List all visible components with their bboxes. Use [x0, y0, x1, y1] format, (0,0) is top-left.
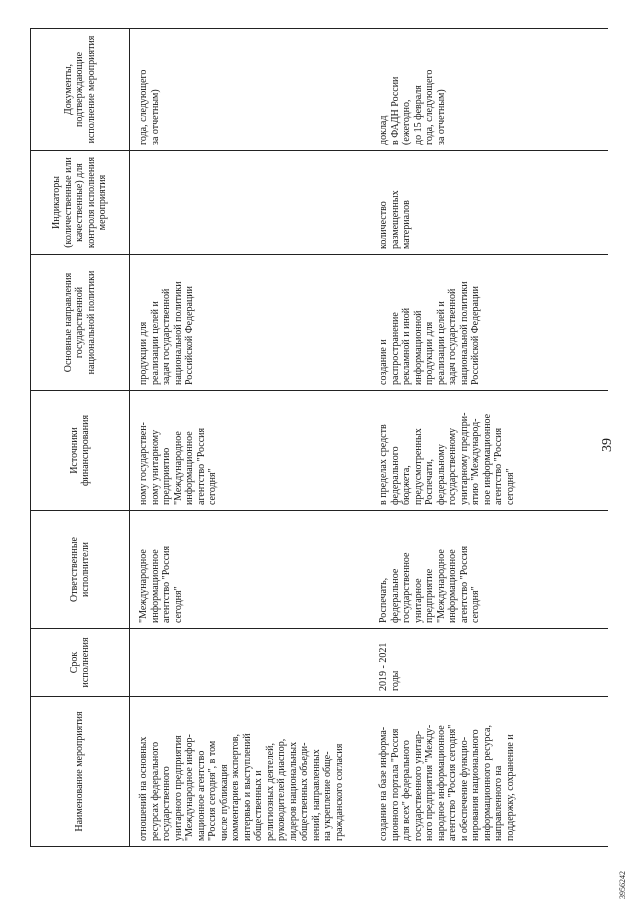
header-cell-indicators: Индикаторы (количественные или качественные) для контроля исполнения мероприятия [31, 151, 130, 255]
table-row [130, 29, 373, 847]
document-id: 3956242 [618, 871, 627, 899]
table-cell: 2019 - 2021 годы [372, 629, 608, 697]
measures-table [30, 28, 608, 847]
table-cell: доклад в ФАДН России (ежегодно, до 15 февраля года, следующего за отчетным) [372, 29, 608, 151]
table-cell [130, 629, 373, 697]
header-cell-documents: Документы, подтверждающие исполнение мероприятия [31, 29, 130, 151]
table-cell: ному государствен- ному унитарному предприятию "Международное информационное агентство "Россия сегодня" [130, 391, 373, 511]
header-row [31, 29, 130, 847]
table-cell: в пределах средств федерального бюджета, предусмотренных Роспечати, федеральному государственному унитарному предпри- ятию "Международ- ное информационное агентство "Россия сегодня" [372, 391, 608, 511]
table-cell: Роспечать, федеральное государственное унитарное предприятие "Международное информационное агентство "Россия сегодня" [372, 511, 608, 629]
header-cell-name: Наименование мероприятия [31, 697, 130, 847]
table-row [372, 29, 608, 847]
table-cell: "Международное информационное агентство "Россия сегодня" [130, 511, 373, 629]
table-cell: создание и распространение рекламной и иной информационной продукции для реализации целей и задач государственной национальной политики Российской Федерации [372, 255, 608, 391]
table-cell: продукции для реализации целей и задач государственной национальной политики Российской Федерации [130, 255, 373, 391]
table-cell: создание на базе информа- ционного портала "Россия для всех" федерального государственного унитар- ного предприятия "Между- народное информационное агентство "Россия сегодня" и обеспечение функцио- нирования национального информационного ресурса, направленного на поддержку, сохранение и [372, 697, 608, 847]
header-cell-term: Срок исполнения [31, 629, 130, 697]
table-cell: отношений на основных ресурсах федерального государственного унитарного предприятия "Международное инфор- мационное агентство "Россия сегодня", в том числе публикация комментариев экспертов, интервью и выступлений общественных и религиозных деятелей, руководителей диаспор, лидеров национальных общественных объеди- нений, направленных на укрепление обще- гражданского согласия [130, 697, 373, 847]
table-cell: года, следующего за отчетным) [130, 29, 373, 151]
page-number: 39 [600, 438, 615, 452]
table-cell [130, 151, 373, 255]
header-cell-funding: Источники финансирования [31, 391, 130, 511]
table-cell: количество размещенных материалов [372, 151, 608, 255]
header-cell-executors: Ответственные исполнители [31, 511, 130, 629]
header-cell-directions: Основные направления государственной национальной политики [31, 255, 130, 391]
